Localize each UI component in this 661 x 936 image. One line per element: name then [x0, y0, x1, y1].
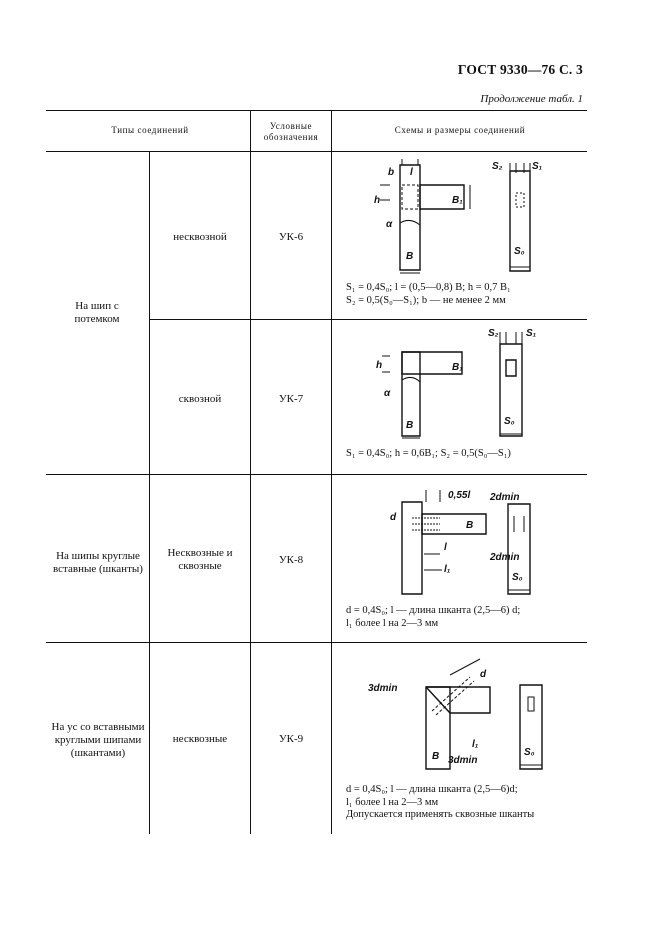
dim-label-3dmin-left: 3dmin: [368, 683, 398, 694]
row-rule-2: [46, 474, 587, 475]
drawing-uk9: [340, 655, 580, 775]
dim-label-B: B: [406, 420, 414, 431]
dim-label-h: h: [376, 360, 383, 371]
subtype-cell-uk7: сквозной: [178, 392, 222, 405]
dim-label-B1: B₁: [452, 362, 463, 373]
col-header-codes: Условные обозначения: [263, 121, 319, 142]
table-top-rule: [46, 110, 587, 111]
dim-label-h: h: [374, 195, 381, 206]
code-cell-uk7: УК-7: [278, 392, 304, 405]
drawing-uk7: [340, 324, 580, 440]
dim-label-l1: l₁: [472, 739, 479, 750]
col-divider-type: [149, 151, 150, 834]
dim-label-S0: S₀: [524, 747, 535, 758]
formula-line: d = 0,4S₀; l — длина шканта (2,5—6) d;: [346, 605, 521, 616]
dim-label-B: B: [432, 751, 440, 762]
dim-label-d: d: [390, 512, 397, 523]
formula-line: S₂ = 0,5(S₀—S₁); b — не менее 2 мм: [346, 294, 506, 306]
dim-label-alpha: α: [384, 388, 391, 399]
formula-line: S₁ = 0,4S₀; h = 0,6B₁; S₂ = 0,5(S₀—S₁): [346, 448, 511, 459]
col-header-types: Типы соединений: [111, 124, 189, 135]
dim-label-l1: l₁: [444, 564, 451, 575]
type-cell-miter-dowels: На ус со вставными круглыми шипами (шкантами): [51, 720, 145, 759]
col-divider-1: [250, 110, 251, 834]
code-cell-uk6: УК-6: [278, 230, 304, 243]
dim-label-3dmin-bottom: 3dmin: [448, 755, 478, 766]
dim-label-d: d: [480, 669, 487, 680]
subtype-cell-uk9: несквозные: [172, 732, 228, 745]
drawing-uk8: [340, 480, 580, 600]
code-cell-uk8: УК-8: [278, 553, 304, 566]
dim-label-S1: S₁: [526, 328, 537, 339]
formula-uk9: [346, 784, 534, 822]
dim-label-S0: S₀: [504, 416, 515, 427]
subtype-cell-uk8: Несквозные и сквозные: [167, 547, 233, 572]
table-continuation-note: Продолжение табл. 1: [480, 93, 583, 105]
col-divider-2: [331, 110, 332, 834]
dim-label-l: l: [410, 167, 413, 178]
formula-line: Допускается применять сквозные шканты: [346, 809, 535, 820]
dim-label-2dmin-side: 2dmin: [490, 552, 520, 563]
dim-label-S0: S₀: [514, 246, 525, 257]
drawing-uk6: [340, 155, 580, 275]
formula-line: l₁ более l на 2—3 мм: [346, 617, 439, 629]
dim-label-l: l: [444, 542, 447, 553]
dim-label-b: b: [388, 167, 395, 178]
page-header: ГОСТ 9330—76 С. 3: [457, 62, 583, 77]
formula-uk7: [346, 448, 511, 461]
code-cell-uk9: УК-9: [278, 732, 304, 745]
formula-uk8: [346, 605, 520, 630]
dim-label-S1: S₁: [532, 161, 543, 172]
table-header-rule: [46, 151, 587, 152]
formula-line: S₁ = 0,4S₀; l = (0,5—0,8) B; h = 0,7 B₁: [346, 282, 511, 293]
col-header-schemes: Схемы и размеры соединений: [394, 124, 526, 135]
row-rule-3: [46, 642, 587, 643]
subtype-cell-uk6: несквозной: [173, 230, 227, 243]
formula-line: d = 0,4S₀; l — длина шканта (2,5—6)d;: [346, 784, 518, 795]
dim-label-055l: 0,55l: [448, 490, 471, 501]
dim-label-B: B: [466, 520, 474, 531]
type-cell-dowels: На шипы круглые вставные (шканты): [53, 550, 143, 575]
dim-label-S2: S₂: [492, 161, 503, 172]
dim-label-B: B: [406, 251, 414, 262]
dim-label-2dmin-top: 2dmin: [490, 492, 520, 503]
dim-label-S2: S₂: [488, 328, 499, 339]
dim-label-B1: B₁: [452, 195, 463, 206]
formula-uk6: [346, 282, 511, 307]
dim-label-alpha: α: [386, 219, 393, 230]
type-cell-tenon: На шип с потемком: [74, 300, 120, 325]
row-rule-1: [149, 319, 587, 320]
formula-line: l₁ более l на 2—3 мм: [346, 796, 439, 808]
dim-label-S0: S₀: [512, 572, 523, 583]
